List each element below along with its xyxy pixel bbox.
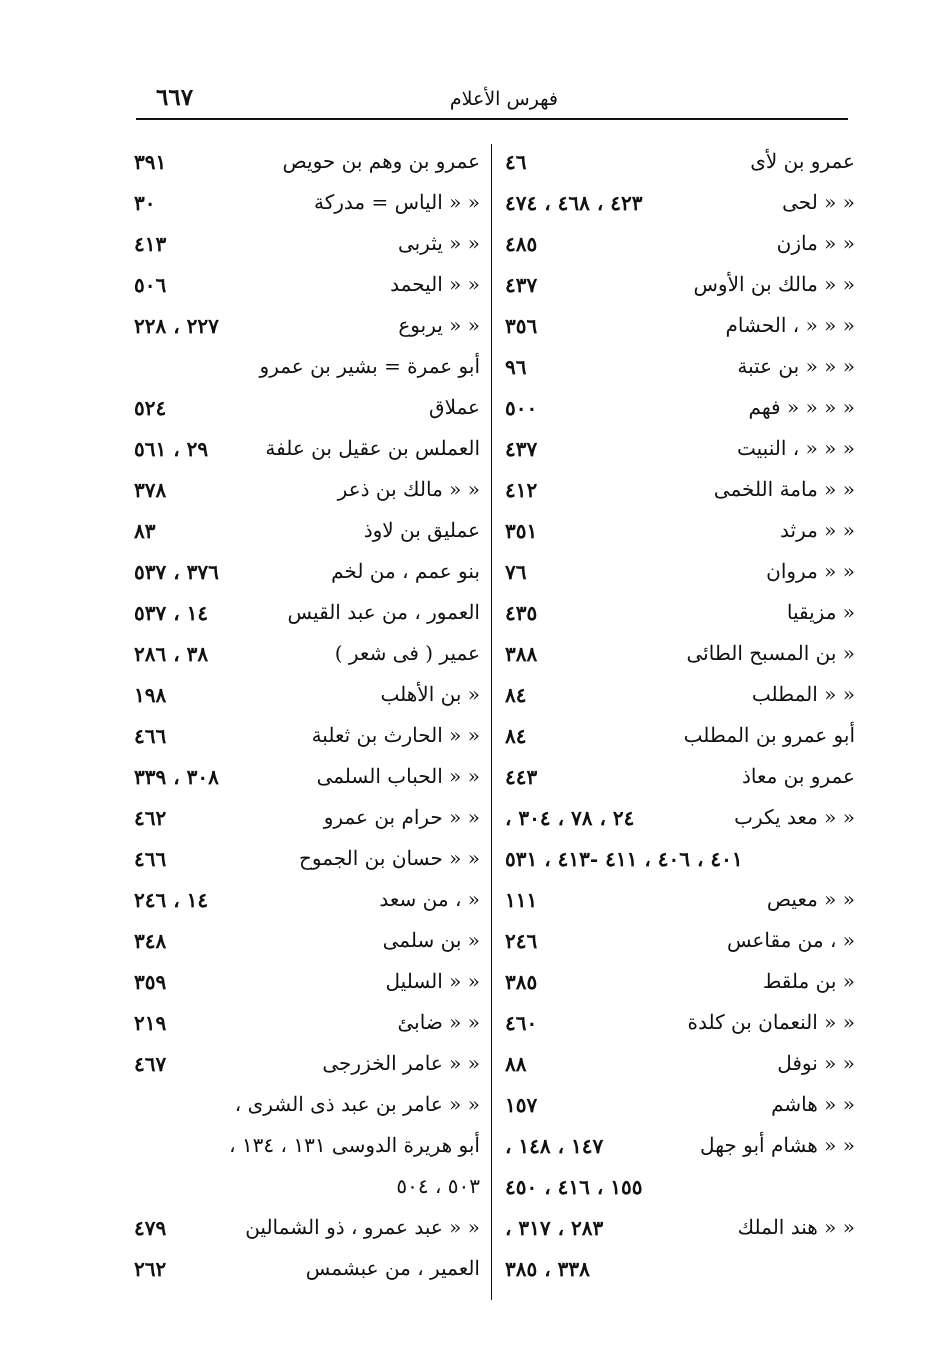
entry-pages: ٨٤ <box>505 724 527 748</box>
entry-name: بنو عمم ، من لخم <box>331 559 480 583</box>
entry-pages: ٤٣٧ <box>505 437 538 461</box>
entry-pages: ١٩٨ <box>134 683 167 707</box>
entry-name: أبو عمرة = بشير بن عمرو <box>259 354 480 378</box>
entry-name: العمور ، من عبد القيس <box>287 600 480 624</box>
entry-pages: ٣٤٨ <box>134 929 167 953</box>
entry-name: « « مازن <box>776 231 855 255</box>
entry-name: « « النعمان بن كلدة <box>687 1010 855 1034</box>
entry-pages: ٢٦٢ <box>134 1257 167 1281</box>
entry-name: العملس بن عقيل بن علفة <box>265 436 480 460</box>
right-column-entry <box>505 925 855 966</box>
entry-pages: ١٥٥ ، ٤١٦ ، ٤٥٠ <box>505 1175 643 1199</box>
left-column-entry <box>128 761 484 802</box>
left-column-entry <box>128 556 484 597</box>
left-column-entry <box>128 884 484 925</box>
entry-pages: ٨٣ <box>134 519 156 543</box>
left-column-entry <box>128 1212 484 1253</box>
right-column-entry <box>505 843 855 884</box>
entry-pages: ٢١٩ <box>134 1011 167 1035</box>
entry-name: « « مروان <box>766 559 855 583</box>
entry-pages: ٥٠٦ <box>134 273 167 297</box>
right-column-entry <box>505 1253 855 1294</box>
entry-pages: ٢٢٧ ، ٢٢٨ <box>134 314 219 338</box>
page-header <box>136 84 848 118</box>
right-column-entry <box>505 1130 855 1171</box>
right-column-entry <box>505 761 855 802</box>
entry-name: « « عامر بن عبد ذى الشرى ، <box>234 1092 480 1116</box>
entry-name: « « مرثد <box>780 518 855 542</box>
right-column-entry <box>505 392 855 433</box>
entry-name: « بن سلمى <box>382 928 480 952</box>
entry-name: أبو هريرة الدوسى ١٣١ ، ١٣٤ ، <box>229 1133 480 1157</box>
entry-pages: ٧٦ <box>505 560 527 584</box>
entry-pages: ٣٧٨ <box>134 478 167 502</box>
entry-name: « « يثربى <box>397 231 480 255</box>
entry-name: « بن المسبح الطائى <box>686 641 855 665</box>
entry-name: « « « « فهم <box>748 395 855 419</box>
right-column-entry <box>505 720 855 761</box>
running-title: فهرس الأعلام <box>449 88 558 110</box>
entry-name: « « هشام أبو جهل <box>700 1133 855 1157</box>
entry-pages: ٣٠٨ ، ٣٣٩ <box>134 765 219 789</box>
entry-pages: ٤٣٧ <box>505 273 538 297</box>
entry-pages: ٨٤ <box>505 683 527 707</box>
entry-pages: ١٤ ، ٢٤٦ <box>134 888 209 912</box>
right-column-entry <box>505 1089 855 1130</box>
entry-pages: ٣٠ <box>134 191 156 215</box>
entry-name: عمرو بن وهم بن حويص <box>282 149 480 173</box>
left-column-entry <box>128 1048 484 1089</box>
right-column-entry <box>505 679 855 720</box>
entry-name: « « « ، الحشام <box>725 313 855 337</box>
right-column-entry <box>505 310 855 351</box>
entry-pages: ٥٢٤ <box>134 396 167 420</box>
entry-name: « « « ، النبيت <box>737 436 855 460</box>
left-column-entry <box>128 269 484 310</box>
left-column-entry <box>128 187 484 228</box>
entry-name: « « عبد عمرو ، ذو الشمالين <box>245 1215 480 1239</box>
left-column-entry <box>128 228 484 269</box>
page-number: ٦٦٧ <box>156 84 194 111</box>
entry-pages: ٢٤٦ <box>505 929 538 953</box>
right-column-entry <box>505 1048 855 1089</box>
left-column-entry <box>128 966 484 1007</box>
entry-name: « « المطلب <box>751 682 855 706</box>
entry-pages: ١٥٧ <box>505 1093 538 1117</box>
left-column-entry <box>128 1253 484 1294</box>
left-column-entry <box>128 515 484 556</box>
entry-pages: ١٤٧ ، ١٤٨ ، <box>505 1134 604 1158</box>
entry-pages: ٤٨٥ <box>505 232 538 256</box>
entry-name: « « « بن عتبة <box>737 354 855 378</box>
entry-name: « « مامة اللخمى <box>713 477 855 501</box>
left-column-entry <box>128 433 484 474</box>
left-column-entry <box>128 146 484 187</box>
entry-name: « « نوفل <box>777 1051 855 1075</box>
entry-pages: ١٤ ، ٥٣٧ <box>134 601 209 625</box>
entry-pages: ٣٥١ <box>505 519 538 543</box>
entry-pages: ٣٨٨ <box>505 642 538 666</box>
entry-name: « « معد يكرب <box>734 805 855 829</box>
entry-name: « « الحباب السلمى <box>316 764 480 788</box>
entry-pages: ٣٩١ <box>134 150 167 174</box>
entry-name: عمير ( فى شعر ) <box>334 641 480 665</box>
entry-pages: ٤٧٩ <box>134 1216 167 1240</box>
entry-pages: ٤١٢ <box>505 478 538 502</box>
entry-pages: ٤١٣ <box>134 232 167 256</box>
entry-name: أبو عمرو بن المطلب <box>683 723 855 747</box>
left-column-entry <box>128 720 484 761</box>
right-column-entry <box>505 638 855 679</box>
entry-pages: ٤٦ <box>505 150 527 174</box>
right-column-entry <box>505 1171 855 1212</box>
entry-name: « « ضابئ <box>397 1010 480 1034</box>
entry-name: « بن ملقط <box>762 969 855 993</box>
entry-pages: ٤٢٣ ، ٤٦٨ ، ٤٧٤ <box>505 191 643 215</box>
entry-pages: ٤٦٧ <box>134 1052 167 1076</box>
entry-name: « مزيقيا <box>786 600 855 624</box>
right-column-entry <box>505 515 855 556</box>
entry-pages: ٤٠١ ، ٤٠٦ ، ٤١١ -٤١٣ ، ٥٣١ <box>505 847 743 871</box>
right-column-entry <box>505 269 855 310</box>
entry-name: « « هند الملك <box>737 1215 855 1239</box>
entry-pages: ٤٤٣ <box>505 765 538 789</box>
right-column-entry <box>505 556 855 597</box>
right-column-entry <box>505 228 855 269</box>
entry-pages: ٩٦ <box>505 355 527 379</box>
column-divider <box>491 144 492 1300</box>
entry-name: « « اليحمد <box>390 272 480 296</box>
entry-name: « « يربوع <box>398 313 480 337</box>
entry-pages: ٣٥٦ <box>505 314 538 338</box>
right-column-entry <box>505 884 855 925</box>
right-column-entry <box>505 474 855 515</box>
index-column-right <box>505 146 855 1294</box>
entry-name: « « السليل <box>385 969 480 993</box>
entry-name: « « الحارث بن ثعلبة <box>311 723 480 747</box>
right-column-entry <box>505 1007 855 1048</box>
entry-pages: ٣٨ ، ٢٨٦ <box>134 642 209 666</box>
left-column-entry <box>128 638 484 679</box>
left-column-entry <box>128 1089 484 1130</box>
entry-pages: ٨٨ <box>505 1052 527 1076</box>
right-column-entry <box>505 433 855 474</box>
entry-pages: ٣٥٩ <box>134 970 167 994</box>
entry-pages: ٤٦٠ <box>505 1011 538 1035</box>
left-column-entry <box>128 1171 484 1212</box>
entry-name: « ، من سعد <box>379 887 480 911</box>
entry-name: عملاق <box>429 395 480 419</box>
header-rule <box>136 118 848 120</box>
entry-pages: ١١١ <box>505 888 538 912</box>
left-column-entry <box>128 1007 484 1048</box>
entry-pages: ٤٦٦ <box>134 724 167 748</box>
left-column-entry <box>128 474 484 515</box>
left-column-entry <box>128 925 484 966</box>
entry-name: « « لحى <box>782 190 855 214</box>
entry-name: « « الياس = مدركة <box>314 190 480 214</box>
entry-name: « ، من مقاعس <box>726 928 855 952</box>
entry-pages: ٥٠٠ <box>505 396 538 420</box>
entry-name: « « عامر الخزرجى <box>322 1051 480 1075</box>
entry-name: العمير ، من عبشمس <box>305 1256 480 1280</box>
left-column-entry <box>128 1130 484 1171</box>
left-column-entry <box>128 802 484 843</box>
entry-name: عمرو بن لأى <box>750 149 855 173</box>
entry-pages: ٢٤ ، ٧٨ ، ٣٠٤ ، <box>505 806 635 830</box>
entry-name: « « حسان بن الجموح <box>298 846 480 870</box>
entry-name: « « معيص <box>766 887 855 911</box>
entry-pages: ٤٦٢ <box>134 806 167 830</box>
left-column-entry <box>128 679 484 720</box>
entry-pages: ٤٣٥ <box>505 601 538 625</box>
entry-name: « « هاشم <box>771 1092 855 1116</box>
right-column-entry <box>505 146 855 187</box>
entry-name: عمليق بن لاوذ <box>363 518 480 542</box>
right-column-entry <box>505 187 855 228</box>
left-column-entry <box>128 351 484 392</box>
right-column-entry <box>505 1212 855 1253</box>
entry-pages: ٢٨٣ ، ٣١٧ ، <box>505 1216 604 1240</box>
right-column-entry <box>505 597 855 638</box>
index-column-left <box>128 146 484 1294</box>
left-column-entry <box>128 597 484 638</box>
entry-pages: ٢٩ ، ٥٦١ <box>134 437 209 461</box>
entry-pages: ٣٧٦ ، ٥٣٧ <box>134 560 219 584</box>
entry-pages: ٣٨٥ <box>505 970 538 994</box>
left-column-entry <box>128 392 484 433</box>
entry-name: « « حرام بن عمرو <box>323 805 480 829</box>
right-column-entry <box>505 966 855 1007</box>
entry-name: « بن الأهلب <box>380 682 480 706</box>
entry-name: « « مالك بن الأوس <box>693 272 855 296</box>
entry-name: « « مالك بن ذعر <box>337 477 480 501</box>
left-column-entry <box>128 310 484 351</box>
entry-name: ٥٠٣ ، ٥٠٤ <box>396 1174 480 1198</box>
entry-pages: ٣٣٨ ، ٣٨٥ <box>505 1257 590 1281</box>
entry-pages: ٤٦٦ <box>134 847 167 871</box>
right-column-entry <box>505 802 855 843</box>
right-column-entry <box>505 351 855 392</box>
entry-name: عمرو بن معاذ <box>741 764 855 788</box>
left-column-entry <box>128 843 484 884</box>
